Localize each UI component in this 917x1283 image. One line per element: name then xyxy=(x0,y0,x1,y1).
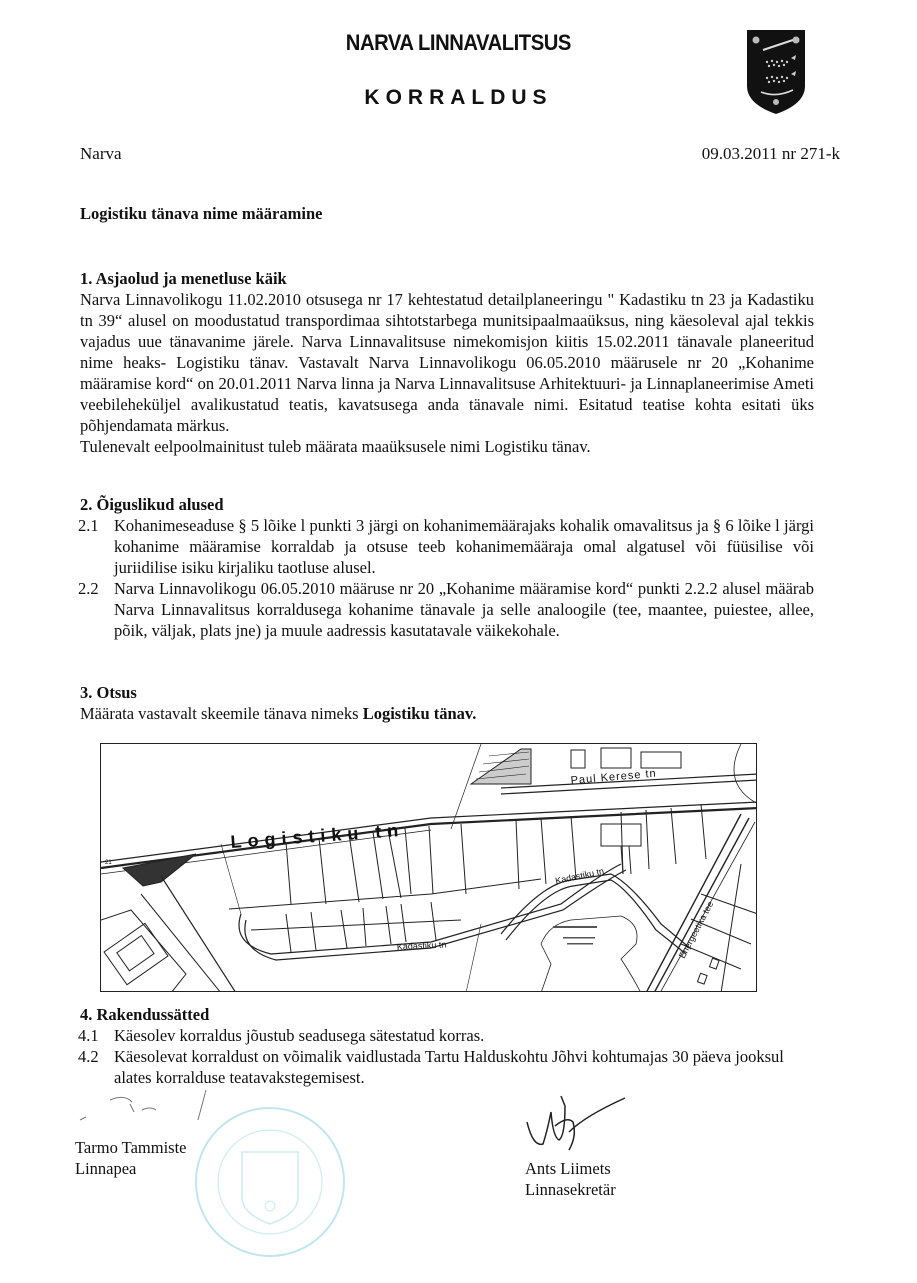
decision-street-name: Logistiku tänav. xyxy=(362,704,477,723)
secretary-signature-block xyxy=(525,1158,616,1200)
date-and-number: 09.03.2011 nr 271-k xyxy=(701,144,840,163)
section-1-conclusion: Tulenevalt eelpoolmainitust tuleb määrata maaüksusele nimi Logistiku tänav. xyxy=(80,437,591,456)
item-number: 4.2 xyxy=(78,1047,99,1066)
list-item xyxy=(78,578,814,641)
map-label-energeetika: Energeetika tee xyxy=(676,899,716,960)
decision-text xyxy=(80,703,814,724)
section-1-paragraph: Narva Linnavolikogu 11.02.2010 otsusega nr 17 kehtestatud detailplaneeringu " Kadastiku tn 23 ja Kadastiku tn 39“ alusel on moodustatud transpordimaa sihtotstarbega munitsipaalmaaüksus, ning käesoleval ajal tekkis vajadus uue tänavanime järele. Narva Linnavalitsuse nimekomisjon kiitis 15.02.2011 tänavale planeeritud nime heaks- Logistiku tänav. Vastavalt Narva Linnavolikogu 06.05.2010 määrusele nr 20 „Kohanime määramise kord“ on 20.01.2011 Narva linna ja Narva Linnavalitsuse Arhitektuuri- ja Linnaplaneerimise Ameti veebileheküljel avalikustatud teatis, kavatsusega anda tänavale nimi. Esitatud teatise kohta esitati üks põhjendamata märkus. xyxy=(80,290,814,435)
list-item xyxy=(78,1025,814,1046)
street-scheme-map xyxy=(100,743,757,992)
item-number: 4.1 xyxy=(78,1026,99,1045)
item-text: Käesolevat korraldust on võimalik vaidlustada Tartu Halduskohtu Jõhvi kohtumajas 30 päeva jooksul alates korralduse teatavakstegemisest. xyxy=(114,1047,784,1087)
map-label-kadastiku-south: Kadastiku tn xyxy=(396,939,447,952)
section-2 xyxy=(80,494,814,641)
list-item xyxy=(78,1046,814,1088)
section-1 xyxy=(80,268,814,457)
list-item xyxy=(78,515,814,578)
official-stamp-icon xyxy=(190,1102,350,1262)
secretary-signature-icon xyxy=(525,1092,635,1152)
mayor-name: Tarmo Tammiste xyxy=(75,1138,187,1157)
section-2-heading: 2. Õiguslikud alused xyxy=(80,495,224,514)
section-1-heading: 1. Asjaolud ja menetluse käik xyxy=(80,269,287,288)
secretary-name: Ants Liimets xyxy=(525,1159,611,1178)
document-subject: Logistiku tänava nime määramine xyxy=(80,204,323,223)
section-3 xyxy=(80,682,814,724)
map-label-kadastiku-north: Kadastiku tn xyxy=(554,865,605,886)
item-text: Kohanimeseaduse § 5 lõike l punkti 3 järgi on kohanimemäärajaks kohalik omavalitsus ja § 6 lõike l järgi kohanime määramise korraldab ja otsuse teeb kohanimemääraja omal algatusel või füüsilise või juriidilise isiku kirjaliku taotluse alusel. xyxy=(114,516,814,577)
section-4 xyxy=(80,1004,814,1088)
item-number: 2.1 xyxy=(78,516,99,535)
map-label-logistiku: Logistiku tn xyxy=(229,819,405,852)
decision-text-plain: Määrata vastavalt skeemile tänava nimeks xyxy=(80,704,363,723)
mayor-title: Linnapea xyxy=(75,1159,137,1178)
item-number: 2.2 xyxy=(78,579,99,598)
document-type-title: KORRALDUS xyxy=(364,86,553,109)
secretary-title: Linnasekretär xyxy=(525,1180,616,1199)
section-3-heading: 3. Otsus xyxy=(80,683,137,702)
section-4-heading: 4. Rakendussätted xyxy=(80,1005,210,1024)
map-label-plot: 21 xyxy=(105,860,112,866)
narva-coat-of-arms-icon xyxy=(745,28,807,116)
map-label-paul-kerese: Paul Kerese tn xyxy=(570,767,658,787)
item-text: Narva Linnavolikogu 06.05.2010 määruse nr 20 „Kohanime määramise kord“ punkti 2.2.2 alusel määrab Narva Linnavalitsus korraldusega kohanime tänavale ja selle analoogile (tee, maantee, puiestee, allee, põik, väljak, plats jne) ja muule aadressis kasutatavale väikekohale. xyxy=(114,579,814,640)
map-drawing xyxy=(101,744,757,992)
mayor-signature-block xyxy=(75,1137,187,1179)
item-text: Käesolev korraldus jõustub seadusega sätestatud korras. xyxy=(114,1026,485,1045)
place: Narva xyxy=(80,144,122,163)
organization-title: NARVA LINNAVALITSUS xyxy=(345,30,572,55)
